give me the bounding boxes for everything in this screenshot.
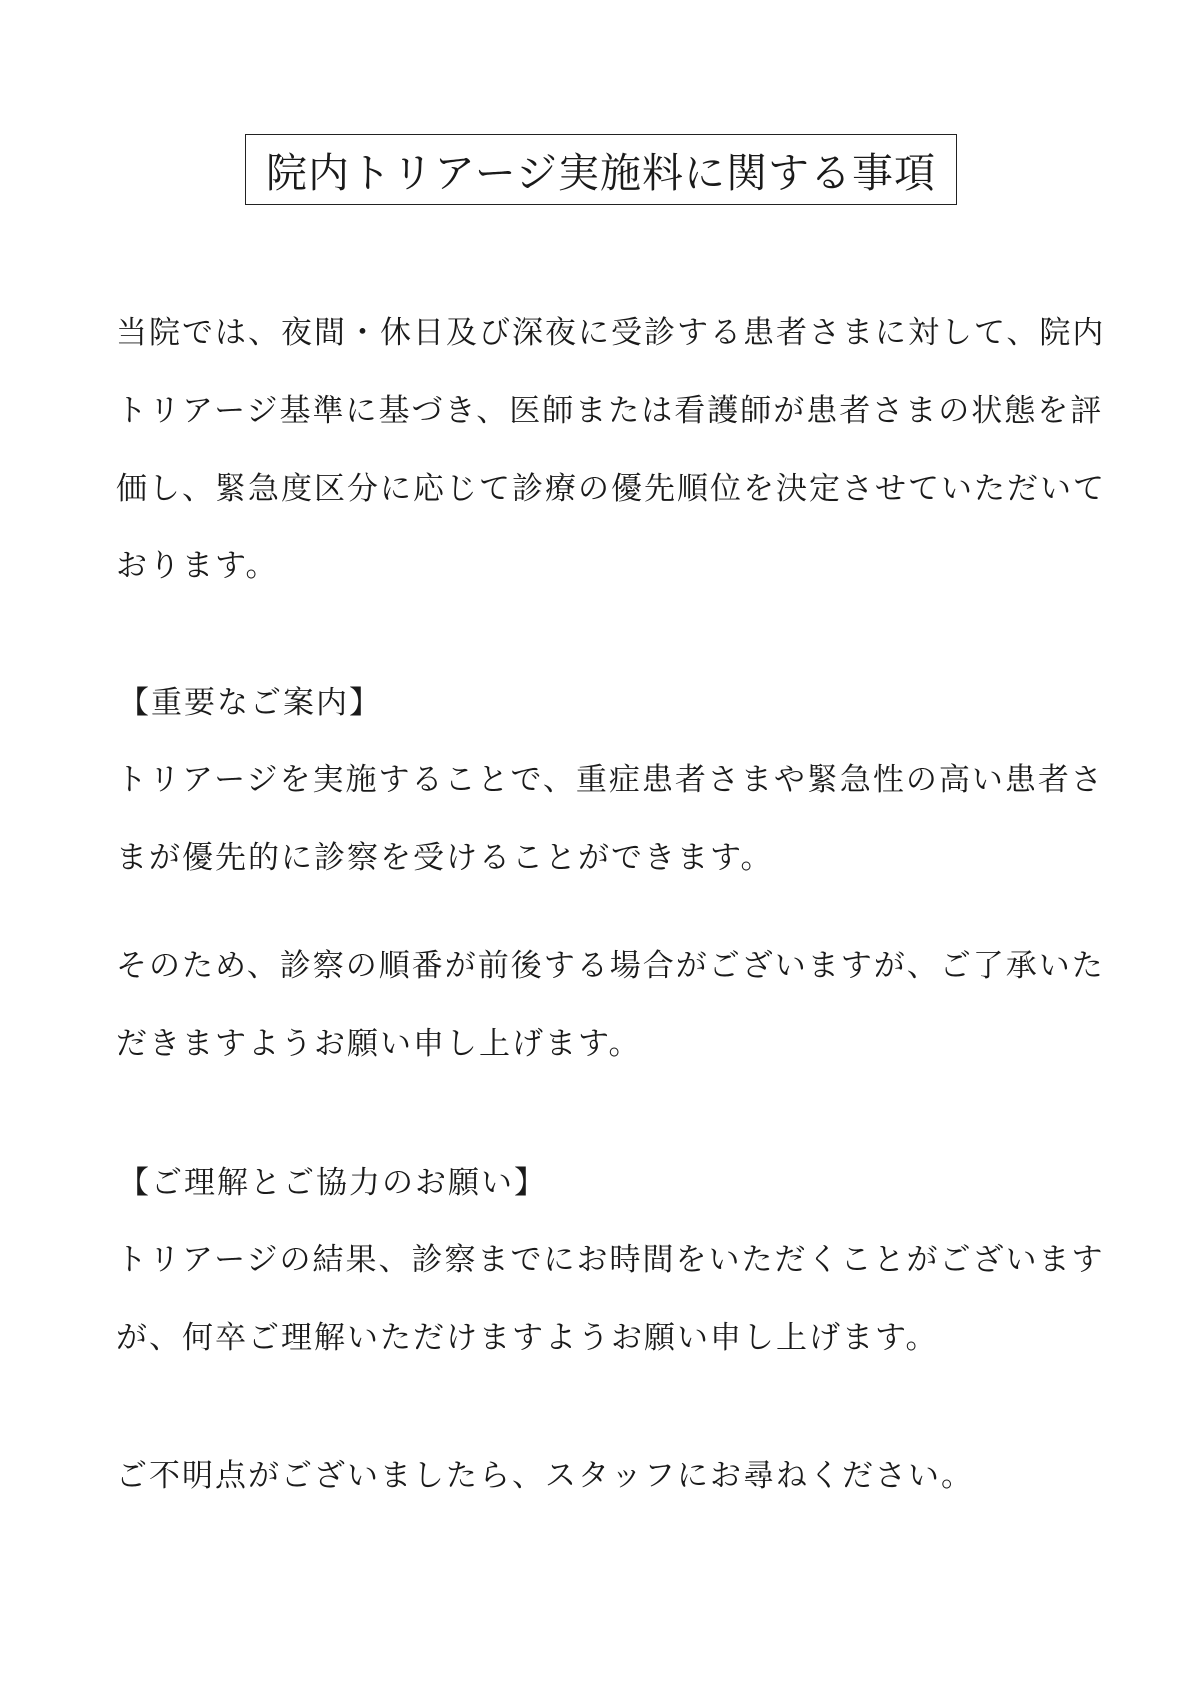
cooperation-line-2: が、何卒ご理解いただけますようお願い申し上げます。 <box>116 1320 939 1356</box>
intro-line-4: おります。 <box>116 548 279 584</box>
intro-line-2: トリアージ基準に基づき、医師または看護師が患者さまの状態を評 <box>116 393 1104 429</box>
important-para1-line-1: トリアージを実施することで、重症患者さまや緊急性の高い患者さ <box>116 762 1104 798</box>
intro-line-1: 当院では、夜間・休日及び深夜に受診する患者さまに対して、院内 <box>116 315 1106 351</box>
important-para1-line-2: まが優先的に診察を受けることができます。 <box>116 840 774 876</box>
document-title: 院内トリアージ実施料に関する事項 <box>245 134 957 205</box>
cooperation-heading: 【ご理解とご協力のお願い】 <box>118 1165 547 1201</box>
cooperation-line-1: トリアージの結果、診察までにお時間をいただくことがございます <box>116 1242 1105 1278</box>
important-heading: 【重要なご案内】 <box>118 685 382 721</box>
important-para2-line-2: だきますようお願い申し上げます。 <box>116 1026 642 1062</box>
intro-line-3: 価し、緊急度区分に応じて診療の優先順位を決定させていただいて <box>116 471 1106 507</box>
important-para2-line-1: そのため、診察の順番が前後する場合がございますが、ご了承いた <box>116 948 1105 984</box>
closing-text: ご不明点がございましたら、スタッフにお尋ねください。 <box>116 1458 974 1494</box>
